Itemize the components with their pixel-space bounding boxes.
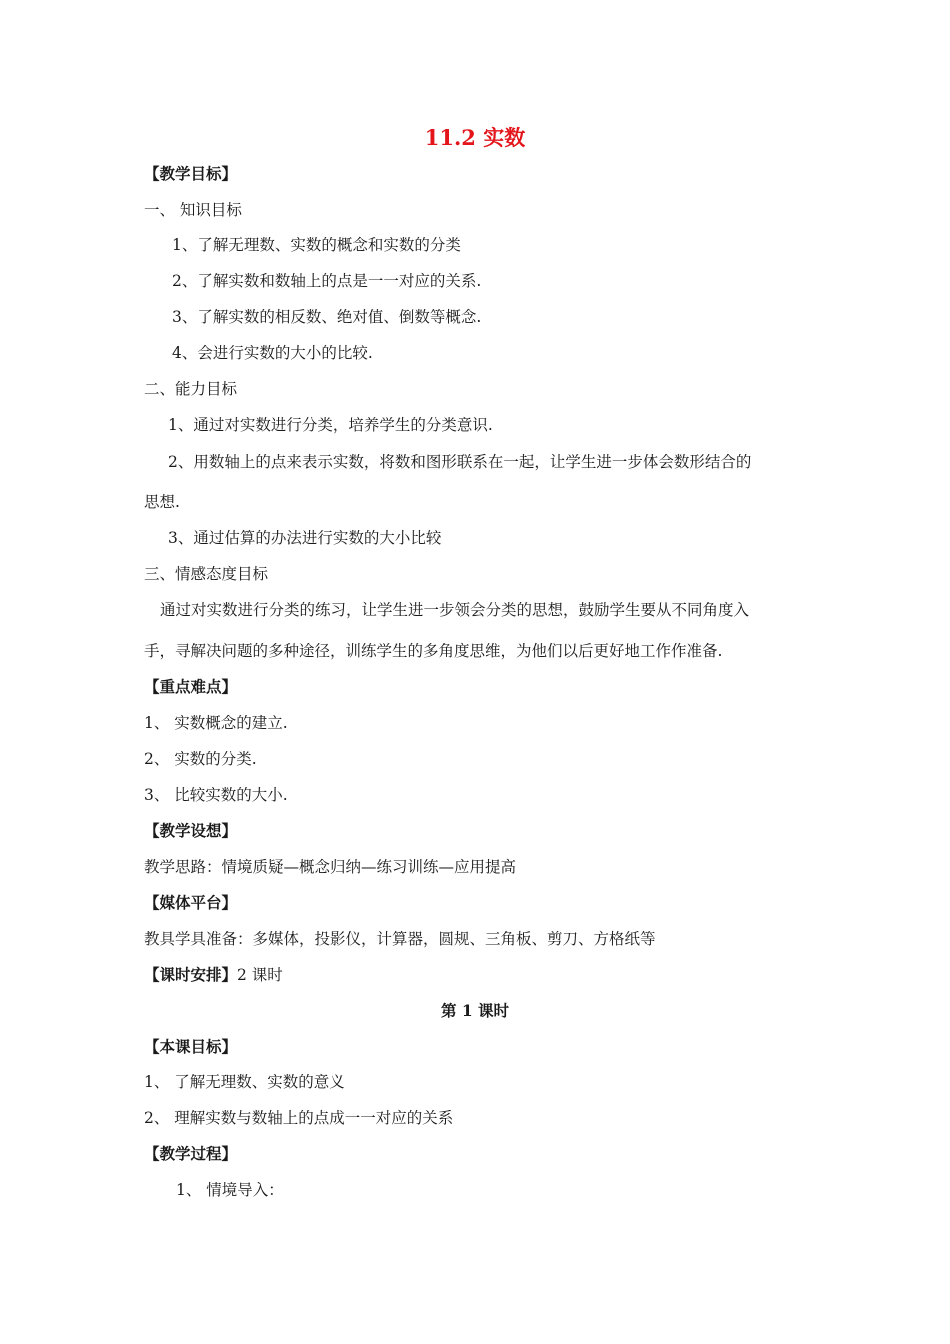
media-text: 教具学具准备：多媒体，投影仪，计算器，圆规、三角板、剪刀、方格纸等: [144, 930, 656, 948]
schedule-text: 2 课时: [237, 966, 283, 984]
ability-goal-heading: 二、能力目标: [144, 380, 238, 398]
lesson-goal-2: 2、 理解实数与数轴上的点成一一对应的关系: [144, 1109, 454, 1127]
ability-goal-2: 2、用数轴上的点来表示实数，将数和图形联系在一起，让学生进一步体会数形结合的: [168, 453, 752, 471]
knowledge-goal-4: 4、会进行实数的大小的比较.: [172, 344, 373, 362]
media-heading: 【媒体平台】: [144, 893, 238, 912]
lesson-goal-1: 1、 了解无理数、实数的意义: [144, 1073, 345, 1091]
ability-goal-3: 3、通过估算的办法进行实数的大小比较: [168, 529, 442, 547]
lesson-goals-heading: 【本课目标】: [144, 1037, 238, 1056]
key-point-3: 3、 比较实数的大小.: [144, 786, 288, 804]
emotion-goal-heading: 三、情感态度目标: [144, 565, 269, 583]
knowledge-goal-3: 3、了解实数的相反数、绝对值、倒数等概念.: [172, 308, 482, 326]
teaching-goals-heading: 【教学目标】: [144, 164, 238, 183]
key-points-heading: 【重点难点】: [144, 677, 238, 696]
key-point-1: 1、 实数概念的建立.: [144, 714, 288, 732]
design-text: 教学思路：情境质疑—概念归纳—练习训练—应用提高: [144, 858, 517, 876]
schedule-heading: 【课时安排】: [144, 965, 238, 984]
emotion-goal-line-1: 通过对实数进行分类的练习，让学生进一步领会分类的思想，鼓励学生要从不同角度入: [160, 601, 750, 619]
knowledge-goal-1: 1、了解无理数、实数的概念和实数的分类: [172, 236, 461, 254]
ability-goal-2-continued: 思想.: [144, 493, 180, 511]
design-heading: 【教学设想】: [144, 821, 238, 840]
emotion-goal-line-2: 手，寻解决问题的多种途径，训练学生的多角度思维，为他们以后更好地工作作准备.: [144, 642, 723, 660]
lesson-title: 第 1 课时: [440, 1001, 510, 1020]
ability-goal-1: 1、通过对实数进行分类，培养学生的分类意识.: [168, 416, 493, 434]
process-heading: 【教学过程】: [144, 1144, 238, 1163]
document-title: 11.2 实数: [424, 125, 526, 150]
knowledge-goal-2: 2、了解实数和数轴上的点是一一对应的关系.: [172, 272, 482, 290]
knowledge-goal-heading: 一、 知识目标: [144, 201, 242, 219]
schedule-line: [144, 965, 283, 985]
process-step-1: 1、 情境导入：: [176, 1181, 284, 1199]
key-point-2: 2、 实数的分类.: [144, 750, 257, 768]
